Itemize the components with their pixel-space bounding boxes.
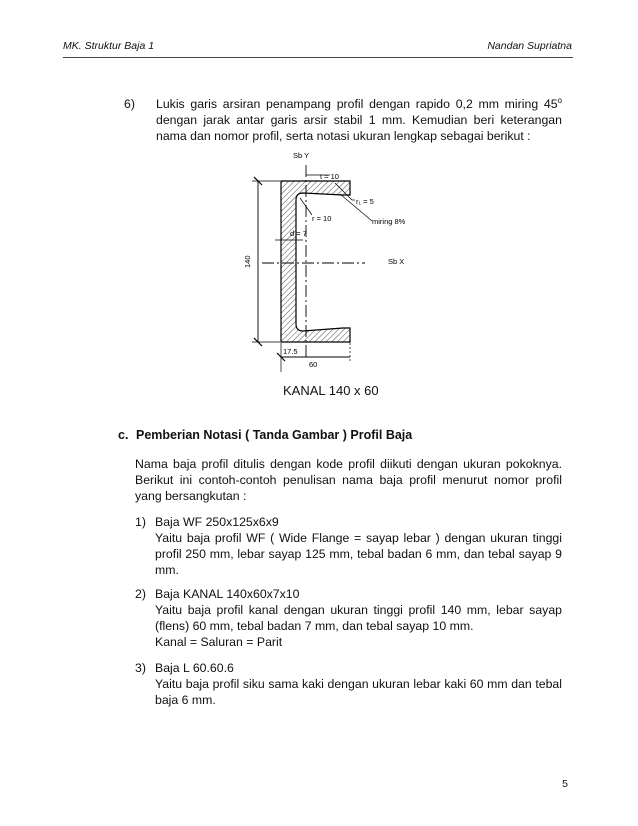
list-item [135, 586, 562, 650]
figure-caption: KANAL 140 x 60 [283, 383, 379, 398]
label-r: r = 10 [312, 214, 332, 223]
label-sb-x: Sb X [388, 257, 405, 266]
item-title: Baja KANAL 140x60x7x10 [155, 587, 300, 601]
item-number: 2) [135, 587, 146, 601]
label-t: t = 10 [320, 172, 339, 181]
item-number: 1) [135, 515, 146, 529]
item-title: Baja L 60.60.6 [155, 661, 234, 675]
item-title: Baja WF 250x125x6x9 [155, 515, 279, 529]
instruction-number: 6) [124, 97, 135, 111]
instruction-line2: dengan jarak antar garis arsir stabil 1 mm. Kemudian beri keterangan nama dan nomor profil, serta notasi ukuran lengkap sebagai berikut : [156, 113, 562, 143]
section-c-letter: c. [118, 428, 129, 442]
label-web-offset: 17.5 [283, 347, 298, 356]
label-miring: miring 8% [372, 217, 406, 226]
label-width: 60 [309, 360, 318, 369]
label-r1: r₁ = 5 [356, 197, 374, 206]
item-description: Yaitu baja profil siku sama kaki dengan ukuran lebar kaki 60 mm dan tebal baja 6 mm. [155, 677, 562, 707]
label-d: d = 7 [290, 229, 307, 238]
item-extra-note: Kanal = Saluran = Parit [155, 635, 283, 649]
section-c-intro: Nama baja profil ditulis dengan kode profil diikuti dengan ukuran pokoknya. Berikut ini contoh-contoh penulisan nama baja profil menurut nomor profil yang bersangkutan : [135, 457, 562, 503]
header-course-title: MK. Struktur Baja 1 [63, 40, 155, 52]
channel-profile [281, 181, 350, 342]
label-height: 140 [243, 255, 252, 268]
header-author: Nandan Supriatna [487, 40, 572, 52]
section-c-heading [118, 428, 412, 442]
item-description: Yaitu baja profil kanal dengan ukuran tinggi profil 140 mm, lebar sayap (flens) 60 mm, tebal badan 7 mm, dan tebal sayap 10 mm. [155, 603, 562, 633]
section-c-title: Pemberian Notasi ( Tanda Gambar ) Profil Baja [136, 428, 413, 442]
instruction-line1: Lukis garis arsiran penampang profil dengan rapido 0,2 mm miring 45 [156, 97, 558, 111]
list-item [135, 660, 562, 708]
item-number: 3) [135, 661, 146, 675]
page-number: 5 [562, 778, 568, 790]
label-sb-y: Sb Y [293, 151, 310, 160]
item-description: Yaitu baja profil WF ( Wide Flange = sayap lebar ) dengan ukuran tinggi profil 250 mm, lebar sayap 125 mm, tebal badan 6 mm, dan tebal sayap 9 mm. [155, 531, 562, 577]
list-item [135, 514, 562, 578]
degree-mark: o [557, 95, 562, 105]
